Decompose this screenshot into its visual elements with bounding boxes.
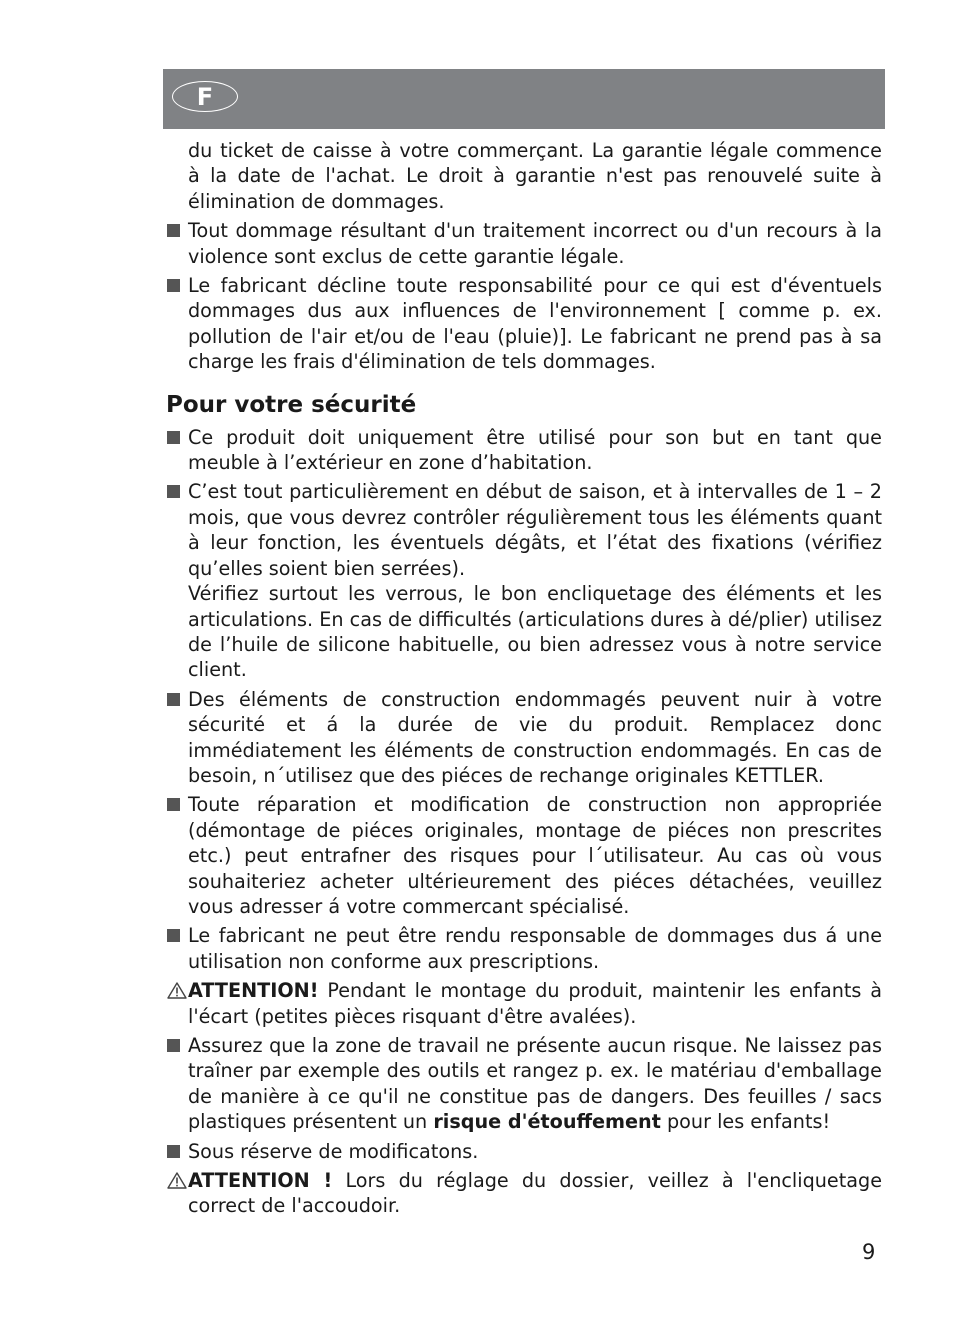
list-item: Sous réserve de modificatons.	[166, 1139, 882, 1164]
square-bullet-icon	[167, 224, 180, 237]
square-bullet-icon	[167, 1145, 180, 1158]
square-bullet-icon	[167, 798, 180, 811]
section-heading: Pour votre sécurité	[166, 391, 417, 418]
warning-item: ATTENTION! Pendant le montage du produit, maintenir les enfants à l'écart (petites pièces risquant d'être avalées).	[166, 978, 882, 1029]
list-item-continuation: Vérifiez surtout les verrous, le bon encliquetage des éléments et les articulations. En cas de difficultés (articulations dures à dé/plier) utilisez de l’huile de silicone habituelle, ou bien adressez vous à notre service client.	[188, 582, 882, 682]
square-bullet-icon	[167, 431, 180, 444]
list-item: Assurez que la zone de travail ne présente aucun risque. Ne laissez pas traîner par exemple des outils et rangez p. ex. le matériau d'emballage de manière à ce qu'il ne constitue pas de dangers. Des feuilles / sacs plastiques présentent un risque d'étouffement pour les enfants!	[166, 1033, 882, 1135]
list-item: Le fabricant ne peut être rendu responsable de dommages dus á une utilisation non conforme aux prescriptions.	[166, 923, 882, 974]
list-item: Des éléments de construction endommagés peuvent nuir à votre sécurité et á la durée de vie du produit. Remplacez donc immédiatement les éléments de construction endommagés. En cas de besoin, n´utilisez que des piéces de rechange originales KETTLER.	[166, 687, 882, 789]
warning-label: ATTENTION!	[188, 979, 319, 1003]
list-item: Le fabricant décline toute responsabilité pour ce qui est d'éventuels dommages dus aux influences de l'environnement [ comme p. ex. pollution de l'air et/ou de l'eau (pluie)]. Le fabricant ne prend pas à sa charge les frais d'élimination de tels dommages.	[166, 273, 882, 375]
list-item: Ce produit doit uniquement être utilisé pour son but en tant que meuble à l’extérieur en zone d’habitation.	[166, 425, 882, 476]
square-bullet-icon	[167, 693, 180, 706]
square-bullet-icon	[167, 1039, 180, 1052]
warning-triangle-icon	[167, 1172, 187, 1189]
list-item: Toute réparation et modification de construction non appropriée (démontage de piéces originales, montage de piéces non prescrites etc.) peut entrafner des risques pour l´utilisateur. Au cas où vous souhaiteriez acheter ultérieurement des piéces détachées, veuillez vous adresser á votre commercant spécialisé.	[166, 792, 882, 919]
list-item: C’est tout particulièrement en début de saison, et à intervalles de 1 – 2 mois, que vous devrez contrôler régulièrement tous les éléments quant à leur fonction, les éventuels dégâts, et l’état des fixations (vérifiez qu’elles soient bien serrées). Vérifiez surtout les verrous, le bon encliquetage des éléments et les articulations. En cas de difficultés (articulations dures à dé/plier) utilisez de l’huile de silicone habituelle, ou bien adressez vous à notre service client.	[166, 479, 882, 682]
warning-triangle-icon	[167, 982, 187, 999]
list-item: Tout dommage résultant d'un traitement incorrect ou d'un recours à la violence sont exclus de cette garantie légale.	[166, 218, 882, 269]
warning-label: ATTENTION !	[188, 1169, 333, 1193]
warranty-continuation: du ticket de caisse à votre commerçant. La garantie légale commence à la date de l'achat. Le droit à garantie n'est pas renouvelé suite à élimination de dommages.	[188, 139, 882, 213]
square-bullet-icon	[167, 929, 180, 942]
square-bullet-icon	[167, 485, 180, 498]
document-body	[166, 138, 882, 1223]
emphasis-text: risque d'étouffement	[433, 1110, 661, 1134]
page-number: 9	[862, 1240, 876, 1264]
warning-item: ATTENTION ! Lors du réglage du dossier, veillez à l'encliquetage correct de l'accoudoir.	[166, 1168, 882, 1219]
language-badge: F	[172, 81, 238, 112]
square-bullet-icon	[167, 279, 180, 292]
header-bar	[163, 69, 885, 129]
